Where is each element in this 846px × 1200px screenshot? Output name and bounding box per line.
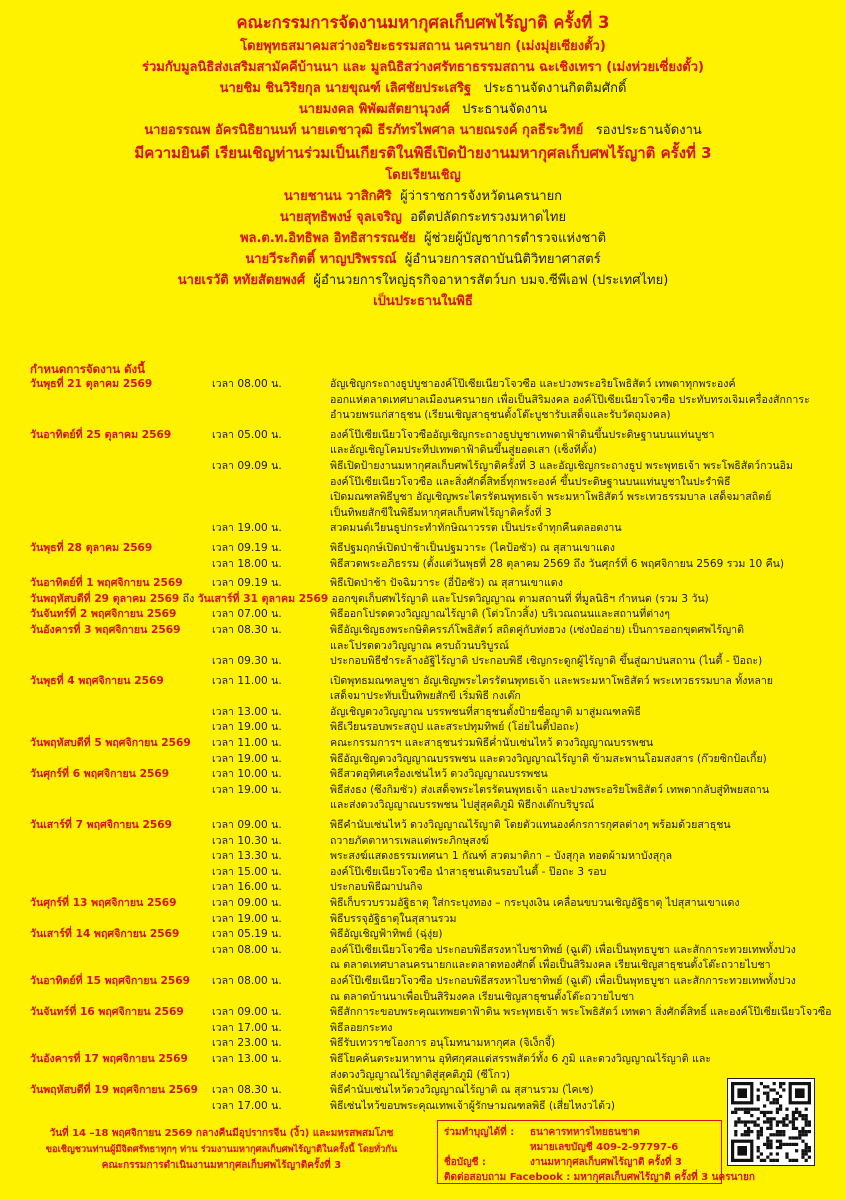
- guest-name: นายวีระกิตติ์ หาญปริพรรณ์: [245, 252, 397, 267]
- schedule-activity: อัญเชิญดวงวิญญาณ บรรพชนที่สาธุชนตั้งป้ายชื่อญาติ มาสู่มณฑลพิธี: [330, 705, 641, 718]
- account-number: หมายเลขบัญชี 409-2-97797-6: [530, 1142, 679, 1153]
- schedule-time: เวลา 17.00 น.: [212, 1021, 282, 1034]
- schedule-row: [30, 1021, 820, 1037]
- schedule-time: เวลา 15.00 น.: [212, 865, 282, 878]
- schedule-row: [30, 783, 820, 799]
- schedule-date: วันพุธที่ 4 พฤศจิกายน 2569: [30, 674, 164, 687]
- honorary-chair-names: นายชิม ชินวิริยกุล นายขุณฑ์ เลิศชัยประเสริฐ: [219, 81, 472, 96]
- schedule-activity: พิธีอัญเชิญฟ้าทิพย์ (ฉุ่งุ่ย): [330, 928, 443, 941]
- schedule-activity: องค์โป๊เซียเนียวโจวซือ นำสาธุชนเดินรอบไนตี้ - ป๊อถะ 3 รอบ: [330, 865, 607, 878]
- schedule-range-text: วันพฤหัสบดีที่ 29 ตุลาคม 2569 ถึง วันเสาร์ที่ 31 ตุลาคม 2569 ออกขุดเก็บศพไร้ญาติ และโปรดวิญญาณ ตามสถานที่ ที่มูลนิธิฯ กำหนด (รวม 3 วัน): [30, 592, 709, 605]
- schedule-row: [30, 592, 820, 608]
- schedule-time: เวลา 11.00 น.: [212, 737, 282, 750]
- schedule-activity: ถวายภัตตาหารเพลแด่พระภิกษุสงฆ์: [330, 834, 489, 847]
- schedule-time: เวลา 13.00 น.: [212, 1052, 282, 1065]
- schedule-row: [30, 849, 820, 865]
- schedule-row: [30, 720, 820, 736]
- guest-role: ผู้อำนวยการสถาบันนิติวิทยาศาสตร์: [404, 252, 601, 267]
- schedule-row: [30, 607, 820, 623]
- schedule-activity: ณ ตลาดบ้านนาเพื่อเป็นสิริมงคล เรียนเชิญสาธุชนตั้งโต๊ะถวายไบชา: [330, 990, 635, 1003]
- schedule-row: [30, 654, 820, 670]
- schedule-activity: เสด็จมาประทับเป็นทิพยสักขี เริ่มพิธี กงเต๊ก: [330, 690, 521, 703]
- schedule-time: เวลา 19.00 น.: [212, 522, 282, 535]
- schedule-activity: อำนวยพรแก่สาธุชน (เรียนเชิญสาธุชนตั้งโต๊ะบูชารับเสด็จและรับวัตถุมงคล): [330, 409, 671, 422]
- vice-chair-line: [0, 120, 846, 141]
- organizer-line: โดยพุทธสมาคมสว่างอริยะธรรมสถาน นครนายก (เม่งมุ่ยเซียงตั้ว): [240, 39, 606, 54]
- schedule-time: เวลา 08.00 น.: [212, 974, 282, 987]
- schedule-activity: ออกแห่ตลาดเทศบาลเมืองนครนายก เพื่อเป็นสิริมงคล องค์โป๊เซียเนียวโจวซือ ประทับทรงเจิมเครื่องสักการะ: [330, 393, 810, 406]
- schedule-row: [30, 557, 820, 573]
- schedule-row: [30, 541, 820, 557]
- schedule-row: [30, 506, 820, 522]
- schedule-activity: พิธีสักการะขอบพระคุณเทพยดาฟ้าดิน พระพุทธเจ้า พระโพธิสัตว์ เทพดา สิ่งศักดิ์สิทธิ์ และองค์โป๊เซียเนียวโจวซือ: [330, 1006, 832, 1019]
- vice-chair-role: รองประธานจัดงาน: [595, 123, 702, 138]
- schedule-activity: คณะกรรมการฯ และสาธุชนร่วมพิธีค่ำนับเซ่นไหว้ ดวงวิญญาณบรรพชน: [330, 737, 654, 750]
- schedule-date: วันอาทิตย์ที่ 15 พฤศจิกายน 2569: [30, 974, 190, 987]
- schedule-row: [30, 990, 820, 1006]
- guest-role: ผู้ช่วยผู้บัญชาการตำรวจแห่งชาติ: [423, 231, 607, 246]
- schedule-row: [30, 943, 820, 959]
- schedule-date: วันพฤหัสบดีที่ 19 พฤศจิกายน 2569: [30, 1084, 199, 1097]
- schedule-activity: พิธีรับเทวราชโองการ อนุโมทนามหากุศล (จิเง็กจี้): [330, 1037, 556, 1050]
- schedule-row: [30, 443, 820, 459]
- schedule-row: [30, 1052, 820, 1068]
- schedule-row: [30, 834, 820, 850]
- schedule-activity: พิธีเปิดป่าช้า ปัจฉิมวาระ (อี่ป้อซัว) ณ สุสานเขาแดง: [330, 577, 563, 590]
- guest-4: [0, 249, 846, 270]
- qr-code-icon: [727, 1078, 815, 1166]
- schedule-time: เวลา 19.00 น.: [212, 912, 282, 925]
- schedule-row: [30, 689, 820, 705]
- account-name-label: ชื่อบัญชี :: [444, 1157, 486, 1168]
- schedule-activity: องค์โป๊เซียเนียวโจวซืออัญเชิญกระถางธูปบูชาเทพดาฟ้าดินขึ้นประดิษฐานบนแท่นบูชา: [330, 428, 715, 441]
- schedule-time: เวลา 09.19 น.: [212, 541, 282, 554]
- schedule-activity: พิธีโยคค้นตระมหาทาน อุทิศกุศลแด่สรรพสัตว์ทั้ง 6 ภูมิ และดวงวิญญาณไร้ญาติ และ: [330, 1052, 712, 1065]
- schedule-activity: พิธีอัญเชิญธงพระกษิติครรภ์โพธิสัตว์ สถิตคู่กับท่งฮวง (เซ่งป๋ออ่าย) เป็นการออกขุดศพไร้ญาติ: [330, 623, 745, 636]
- chair-name: นายมงคล พิพัฒสัตยานุวงศ์: [298, 102, 450, 117]
- schedule-activity: พิธีบรรจุอัฐิธาตุในสุสานรวม: [330, 912, 457, 925]
- schedule-time: เวลา 08.00 น.: [212, 943, 282, 956]
- schedule-row: [30, 752, 820, 768]
- schedule-date: วันจันทร์ที่ 2 พฤศจิกายน 2569: [30, 608, 177, 621]
- schedule-activity: ณ ตลาดเทศบาลนครนายกและตลาดทองศักดิ์ เพื่อเป็นสิริมงคล เรียนเชิญสาธุชนตั้งโต๊ะถวายไบชา: [330, 959, 771, 972]
- schedule-activity: พิธีเซ่นไหว้ขอบพระคุณเทพเจ้าผู้รักษามณฑลพิธี (เสี่ยไหงวไต้ว): [330, 1099, 616, 1112]
- bank-label: ร่วมทำบุญได้ที่ :: [444, 1127, 515, 1138]
- honorary-chair-role: ประธานจัดงานกิตติมศักดิ์: [483, 81, 627, 96]
- donation-box: [437, 1120, 755, 1184]
- schedule-activity: และอัญเชิญโคมประทีปเทพดาฟ้าดินขึ้นสู่ยอดเสา (เซ็งทีตั้ง): [330, 444, 597, 457]
- schedule-activity: อัญเชิญกระถางธูปบูชาองค์โป๊เซียเนียวโจวซือ และปวงพระอริยโพธิสัตว์ เทพดาทุกพระองค์: [330, 378, 736, 390]
- schedule-time: เวลา 08.30 น.: [212, 623, 282, 636]
- schedule-row: [30, 490, 820, 506]
- schedule-row: [30, 623, 820, 639]
- schedule-row: [30, 767, 820, 783]
- schedule-time: เวลา 09.00 น.: [212, 819, 282, 832]
- schedule-time: เวลา 09.19 น.: [212, 577, 282, 590]
- schedule-date: วันเสาร์ที่ 7 พฤศจิกายน 2569: [30, 819, 172, 832]
- guest-name: พล.ต.ท.อิทธิพล อิทธิสารรณชัย: [239, 231, 416, 246]
- schedule-time: เวลา 18.00 น.: [212, 557, 282, 570]
- guest-name: นายเรวัติ หทัยสัตยพงศ์: [177, 273, 306, 288]
- schedule-row: [30, 880, 820, 896]
- schedule-row: [30, 521, 820, 537]
- schedule-activity: เปิดพุทธมณฑลบูชา อัญเชิญพระไตรรัตนพุทธเจ้า และพระมหาโพธิสัตว์ พระเทวธรรมบาล ทั้งหลาย: [330, 674, 774, 687]
- honorary-chair-line: [0, 78, 846, 99]
- schedule-row: [30, 798, 820, 814]
- schedule-activity: องค์โป๊เซียเนียวโจวซือ ประกอบพิธีสรงหาไบชาทิพย์ (ฉูเต๊) เพื่อเป็นพุทธบูชา และสักการะทวยเทพทั้งปวง: [330, 974, 796, 987]
- schedule-activity: และส่งดวงวิญญาณบรรพชน ไปสู่สุคติภูมิ พิธีกงเต๊กบริบูรณ์: [330, 799, 595, 812]
- schedule-activity: พิธีคำนับเซ่นไหว้ดวงวิญญาณไร้ญาติ ณ สุสานรวม (ไคเซ): [330, 1084, 594, 1097]
- guest-name: นายชานน วาสิกศิริ: [283, 189, 392, 204]
- bank-line-4: [444, 1170, 755, 1185]
- guest-role: อดีตปลัดกระทรวงมหาดไทย: [410, 210, 567, 225]
- vice-chair-names: นายอรรณพ อัครนิธิยานนท์ นายเดชาวุฒิ ธีรภัทรไพศาล นายณรงค์ กุลธีระวิทย์: [144, 123, 584, 138]
- schedule-time: เวลา 13.00 น.: [212, 705, 282, 718]
- schedule-date: วันพุธที่ 21 ตุลาคม 2569: [30, 378, 153, 390]
- schedule-date: วันอังคารที่ 17 พฤศจิกายน 2569: [30, 1052, 188, 1065]
- schedule-activity: พิธีเก็บรวบรวมอัฐิธาตุ ใส่กระบุงทอง – กระบุงเงิน เคลื่อนขบวนเชิญอัฐิธาตุ ไปสุสานเขาแดง: [330, 897, 740, 909]
- schedule-date: วันอังคารที่ 3 พฤศจิกายน 2569: [30, 623, 181, 636]
- schedule-row: [30, 1083, 820, 1099]
- guest-5: [0, 270, 846, 291]
- contact-label: ติดต่อสอบถาม Facebook :: [444, 1172, 571, 1183]
- schedule-date: วันจันทร์ที่ 16 พฤศจิกายน 2569: [30, 1006, 184, 1019]
- presiding-line: เป็นประธานในพิธี: [373, 294, 473, 309]
- schedule-date: วันศุกร์ที่ 6 พฤศจิกายน 2569: [30, 768, 170, 781]
- schedule-time: เวลา 08.30 น.: [212, 1084, 282, 1097]
- schedule-time: เวลา 05.19 น.: [212, 928, 282, 941]
- account-name: งานมหากุศลเก็บศพไร้ญาติ ครั้งที่ 3: [530, 1157, 682, 1168]
- schedule-row: [30, 1068, 820, 1084]
- guest-role: ผู้ว่าราชการจังหวัดนครนายก: [400, 189, 563, 204]
- schedule-time: เวลา 19.00 น.: [212, 783, 282, 796]
- schedule-activity: และโปรดดวงวิญญาณ ครบถ้วนบริบูรณ์: [330, 639, 509, 652]
- schedule-activity: พิธีปฐมฤกษ์เปิดป่าช้าเป็นปฐมวาระ (ไคป้อซัว) ณ สุสานเขาแดง: [330, 541, 615, 554]
- schedule-time: เวลา 05.00 น.: [212, 428, 282, 441]
- schedule-activity: พิธีคำนับเซ่นไหว้ ดวงวิญญาณไร้ญาติ โดยตัวแทนองค์กรการกุศลต่างๆ พร้อมด้วยสาธุชน: [330, 819, 731, 832]
- poster-title: คณะกรรมการจัดงานมหากุศลเก็บศพไร้ญาติ ครั้งที่ 3: [236, 13, 610, 32]
- schedule-time: เวลา 09.30 น.: [212, 655, 282, 668]
- schedule-activity: พิธีสวดอุทิศเครื่องเซ่นไหว้ ดวงวิญญาณบรรพชน: [330, 768, 548, 781]
- schedule-activity: พิธีออกโปรดดวงวิญญาณไร้ญาติ (โต่วโกวสิ้ง) บริเวณถนนและสถานที่ต่างๆ: [330, 608, 670, 621]
- guest-3: [0, 228, 846, 249]
- schedule-row: [30, 674, 820, 690]
- guest-list: [0, 186, 846, 291]
- schedule-row: [30, 639, 820, 655]
- schedule-time: เวลา 08.00 น.: [212, 378, 282, 390]
- schedule-row: [30, 1036, 820, 1052]
- schedule-time: เวลา 07.00 น.: [212, 608, 282, 621]
- bank-line-1: [444, 1125, 715, 1140]
- schedule-row: [30, 377, 820, 393]
- schedule-activity: พิธีลอยกระทง: [330, 1021, 393, 1034]
- schedule-row: [30, 705, 820, 721]
- facebook-page: มหากุศลเก็บศพไร้ญาติ ครั้งที่ 3 นครนายก: [573, 1172, 755, 1183]
- footer-line-2: ขอเชิญชวนท่านผู้มีจิตศรัทธาทุกๆ ท่าน ร่วมงานมหากุศลเก็บศพไร้ญาติในครั้งนี้ โดยทั่วกัน: [45, 1144, 398, 1155]
- schedule-row: [30, 475, 820, 491]
- schedule-row: [30, 974, 820, 990]
- schedule-row: [30, 428, 820, 444]
- schedule-activity: ส่งดวงวิญญาณไร้ญาติสู่สุคติภูมิ (ซีโกว): [330, 1068, 511, 1081]
- schedule-row: [30, 1005, 832, 1021]
- bank-line-3: [444, 1155, 715, 1170]
- chair-role: ประธานจัดงาน: [462, 102, 548, 117]
- schedule-title: กำหนดการจัดงาน ดังนี้: [30, 362, 146, 376]
- guest-1: [0, 186, 846, 207]
- schedule-date: วันเสาร์ที่ 14 พฤศจิกายน 2569: [30, 928, 180, 941]
- schedule-row: [30, 1099, 820, 1115]
- schedule-date: วันอาทิตย์ที่ 25 ตุลาคม 2569: [30, 428, 172, 441]
- schedule-time: เวลา 10.30 น.: [212, 834, 282, 847]
- schedule-activity: พิธีเวียนรอบพระสถูป และสระปทุมทิพย์ (โอ่ยไนตี้ป่อถะ): [330, 721, 579, 734]
- schedule-date: วันศุกร์ที่ 13 พฤศจิกายน 2569: [30, 897, 177, 909]
- schedule: [30, 361, 832, 1114]
- schedule-date: วันพุธที่ 28 ตุลาคม 2569: [30, 541, 153, 554]
- bank-name: ธนาคารทหารไทยธนชาต: [530, 1127, 640, 1138]
- schedule-time: เวลา 11.00 น.: [212, 674, 282, 687]
- schedule-activity: เปิดมณฑลพิธีบูชา อัญเชิญพระไตรรัตนพุทธเจ้า พระมหาโพธิสัตว์ พระเทวธรรมบาล เสด็จมาสถิตย์: [330, 491, 772, 504]
- schedule-time: เวลา 17.00 น.: [212, 1099, 282, 1112]
- schedule-row: [30, 912, 820, 928]
- schedule-activity: พระสงฆ์แสดงธรรมเทศนา 1 กัณฑ์ สวดมาติกา – บังสุกุล ทอดผ้ามหาบังสุกุล: [330, 850, 673, 863]
- invitation-by: โดยเรียนเชิญ: [385, 168, 461, 183]
- invitation-line: มีความยินดี เรียนเชิญท่านร่วมเป็นเกียรติในพิธีเปิดป้ายงานมหากุศลเก็บศพไร้ญาติ ครั้งที่ 3: [134, 144, 712, 162]
- schedule-row: [30, 865, 820, 881]
- schedule-date: วันอาทิตย์ที่ 1 พฤศจิกายน 2569: [30, 577, 183, 590]
- schedule-activity: ประกอบพิธีฌาปนกิจ: [330, 881, 423, 894]
- schedule-activity: พิธีส่งธง (ซึงกิมซัว) ส่งเสด็จพระไตรรัตนพุทธเจ้า และปวงพระอริยโพธิสัตว์ เทพดากลับสู่ทิพยสถาน: [330, 783, 770, 796]
- schedule-time: เวลา 16.00 น.: [212, 881, 282, 894]
- schedule-time: เวลา 23.00 น.: [212, 1037, 282, 1050]
- schedule-row: [30, 958, 820, 974]
- footer-note: [24, 1126, 419, 1174]
- schedule-row: [30, 927, 820, 943]
- schedule-time: เวลา 09.00 น.: [212, 897, 282, 909]
- chair-line: [0, 99, 846, 120]
- guest-name: นายสุทธิพงษ์ จุลเจริญ: [279, 210, 402, 225]
- poster-header: [0, 0, 846, 312]
- schedule-row: [30, 459, 820, 475]
- schedule-activity: ประกอบพิธีชำระล้างอัฐิไร้ญาติ ประกอบพิธี เชิญกระดูกผู้ไร้ญาติ ขึ้นสู่ฌาปนสถาน (ไนตี้ - ป๊อถะ): [330, 655, 763, 668]
- schedule-activity: องค์โป๊เซียเนียวโจวซือ ประกอบพิธีสรงหาไบชาทิพย์ (ฉูเต๊) เพื่อเป็นพุทธบูชา และสักการะทวยเทพทั้งปวง: [330, 943, 796, 956]
- schedule-activity: พิธีสวดพระอภิธรรม (ตั้งแต่วันพุธที่ 28 ตุลาคม 2569 ถึง วันศุกร์ที่ 6 พฤศจิกายน 2569 รวม 10 คืน): [330, 557, 785, 570]
- schedule-activity: เป็นทิพยสักขีในพิธีมหากุศลเก็บศพไร้ญาติครั้งที่ 3: [330, 506, 552, 519]
- footer-line-3: คณะกรรมการดำเนินงานมหากุศลเก็บศพไร้ญาติครั้งที่ 3: [101, 1160, 342, 1171]
- schedule-time: เวลา 09.00 น.: [212, 1006, 282, 1019]
- bank-line-2: [444, 1140, 715, 1155]
- schedule-time: เวลา 19.00 น.: [212, 721, 282, 734]
- guest-2: [0, 207, 846, 228]
- schedule-time: เวลา 13.30 น.: [212, 850, 282, 863]
- schedule-row: [30, 818, 820, 834]
- schedule-row: [30, 393, 820, 409]
- co-organizer-line: ร่วมกับมูลนิธิส่งเสริมสามัคคีบ้านนา และ มูลนิธิสว่างศรัทธาธรรมสถาน ฉะเชิงเทรา (เม่งห่วยเซี่ยงตั้ว): [142, 60, 704, 75]
- schedule-time: เวลา 10.00 น.: [212, 768, 282, 781]
- schedule-rows: [30, 377, 832, 1114]
- guest-role: ผู้อำนวยการใหญ่ธุรกิจอาหารสัตว์บก บมจ.ซีพีเอฟ (ประเทศไทย): [313, 273, 669, 288]
- schedule-activity: องค์โป๊เซียเนียวโจวซือ และสิ่งศักดิ์สิทธิ์ทุกพระองค์ ขึ้นประดิษฐานบนแท่นบูชาในปะรำพิธี: [330, 475, 731, 488]
- schedule-activity: พิธีเปิดป้ายงานมหากุศลเก็บศพไร้ญาติครั้งที่ 3 และอัญเชิญกระถางธูป พระพุทธเจ้า พระโพธิสัตว์กวนอิม: [330, 459, 794, 472]
- schedule-time: เวลา 09.09 น.: [212, 459, 282, 472]
- schedule-time: เวลา 19.00 น.: [212, 752, 282, 765]
- schedule-activity: สวดมนต์เวียนธูปกระทำทักษิณาวรรต เป็นประจำทุกคืนตลอดงาน: [330, 522, 622, 535]
- schedule-row: [30, 576, 820, 592]
- schedule-date: วันพฤหัสบดีที่ 5 พฤศจิกายน 2569: [30, 737, 191, 750]
- footer-line-1: วันที่ 14 –18 พฤศจิกายน 2569 กลางคืนมีอุปรากรจีน (งิ้ว) และมหรสพสมโภช: [49, 1128, 394, 1139]
- schedule-row: [30, 896, 820, 912]
- schedule-row: [30, 736, 820, 752]
- schedule-row: [30, 408, 820, 424]
- schedule-activity: พิธีอัญเชิญดวงวิญญาณบรรพชน และดวงวิญญาณไร้ญาติ ข้ามสะพานโอมสงสาร (ก๊วยซิกป้อเกี้ย): [330, 752, 767, 765]
